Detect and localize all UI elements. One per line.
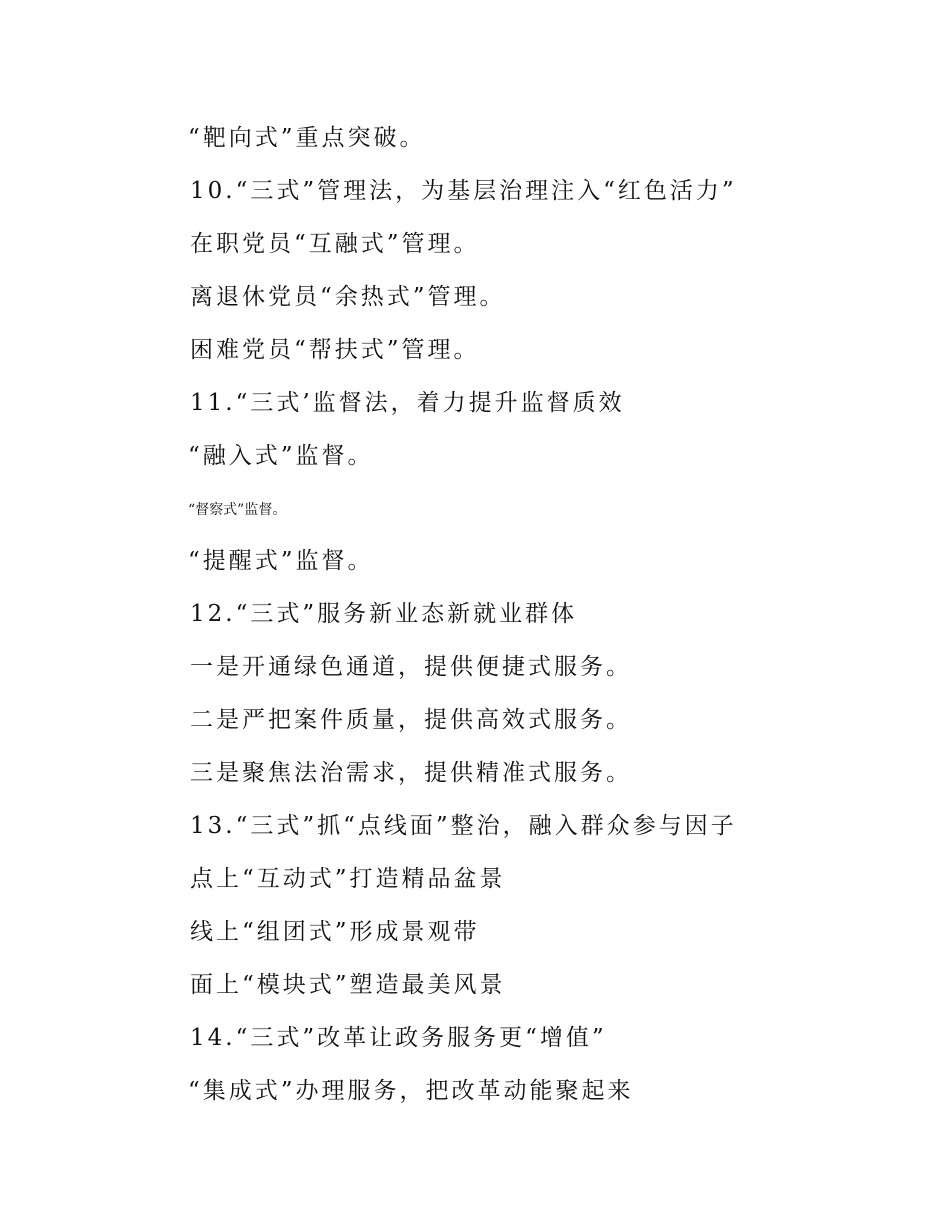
text-line: 二是严把案件质量，提供高效式服务。 [190, 707, 632, 733]
text-line: “集成式”办理服务，把改革动能聚起来 [188, 1078, 634, 1104]
text-line: 一是开通绿色通道，提供便捷式服务。 [190, 654, 632, 680]
section-heading: 10.“三式”管理法，为基层治理注入“红色活力” [190, 178, 737, 204]
text-line: “靶向式”重点突破。 [188, 125, 426, 151]
section-heading: 13.“三式”抓“点线面”整治，融入群众参与因子 [190, 813, 737, 839]
text-line: 面上“模块式”塑造最美风景 [190, 972, 506, 998]
text-line: 困难党员“帮扶式”管理。 [190, 337, 480, 363]
text-line: “督察式”监督。 [188, 502, 287, 518]
text-line: “融入式”监督。 [188, 443, 374, 469]
text-line: 三是聚焦法治需求，提供精准式服务。 [190, 760, 632, 786]
section-heading: 14.“三式”改革让政务服务更“增值” [190, 1025, 607, 1051]
section-heading: 11.“三式’监督法，着力提升监督质效 [190, 390, 625, 416]
text-line: 在职党员“互融式”管理。 [190, 231, 480, 257]
text-line: 点上“互动式”打造精品盆景 [190, 866, 506, 892]
text-line: “提醒式”监督。 [188, 548, 374, 574]
text-line: 离退休党员“余热式”管理。 [190, 284, 506, 310]
section-heading: 12.“三式”服务新业态新就业群体 [190, 601, 578, 627]
text-line: 线上“组团式”形成景观带 [190, 919, 480, 945]
